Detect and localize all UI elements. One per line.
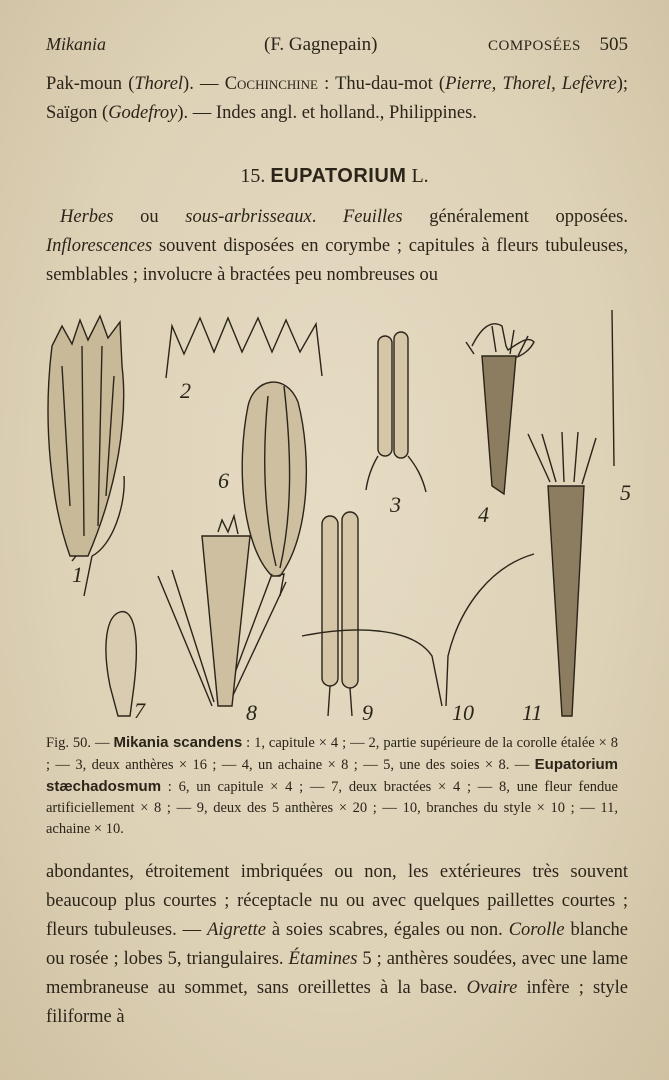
header-genus: Mikania	[46, 34, 106, 54]
text-run: Feuilles	[343, 207, 403, 227]
section-authority: L.	[411, 165, 429, 187]
text-run: Inflorescences	[46, 236, 153, 256]
figure-label-2: 2	[180, 378, 191, 403]
figure-caption	[46, 732, 618, 840]
text-run: Aigrette	[207, 920, 266, 940]
text-run: infère ; style filiforme à	[46, 978, 628, 1027]
figure-label-10: 10	[452, 700, 474, 725]
drawing-bristle	[612, 310, 614, 466]
drawing-bracts	[106, 612, 136, 716]
drawing-anthers	[366, 332, 426, 492]
text-run: ). — Indes angl. et holland., Philippines.	[177, 103, 477, 123]
caption-species: Eupatorium stæchadosmum	[46, 756, 618, 795]
text-run: Corolle	[508, 920, 565, 940]
caption-species: Mikania scandens	[113, 734, 243, 751]
figure-label-7: 7	[134, 698, 145, 723]
figure-label-6: 6	[218, 468, 229, 493]
text-run: 5 ; anthères soudées, avec une lame membraneuse au sommet, sans oreillettes à la base.	[46, 949, 628, 998]
drawing-two-anthers	[322, 512, 358, 716]
drawing-capitule	[48, 316, 124, 596]
section-heading	[0, 165, 669, 188]
drawing-achene	[466, 324, 534, 494]
figure-label-3: 3	[390, 492, 401, 517]
text-run: Étamines	[288, 949, 358, 969]
drawing-corolla	[166, 318, 322, 378]
text-run: .	[311, 207, 343, 227]
collector-names: Pierre, Thorel, Lefèvre	[445, 74, 617, 94]
text-run: : Thu-dau-mot (	[317, 74, 446, 94]
text-run: ); Saïgon (	[46, 74, 628, 123]
text-run: ou	[113, 207, 186, 227]
collector-name: Godefroy	[108, 103, 178, 123]
illustration-svg	[22, 306, 642, 726]
text-run: abondantes, étroitement imbriquées ou non, les extérieures très souvent beaucoup plus courtes ; réceptacle nu ou avec quelques paillettes courtes ; fleurs tubuleuses. —	[46, 862, 628, 940]
figure-label-5: 5	[620, 480, 631, 505]
text-run: généralement opposées.	[402, 207, 629, 227]
header-family: COMPOSÉES	[488, 38, 581, 54]
text-run: Herbes	[60, 207, 114, 227]
collector-name: Thorel	[134, 74, 184, 94]
page-number: 505	[599, 34, 628, 55]
text-run: ). —	[183, 74, 225, 94]
figure-label-1: 1	[72, 562, 83, 587]
caption-text: : 6, un capitule × 4 ; — 7, deux bractées × 4 ; — 8, une fleur fendue artificiellement × 8 ; — 9, deux des 5 anthères × 20 ; — 10, branches du style × 10 ; — 11, achaine × 10.	[46, 779, 618, 837]
figure-label-11: 11	[522, 700, 543, 725]
header-author: (F. Gagnepain)	[264, 34, 378, 55]
region-name: Cochinchine	[224, 74, 318, 94]
genus-description	[46, 203, 628, 290]
figure-label-8: 8	[246, 700, 257, 725]
caption-text: : 1, capitule × 4 ; — 2, partie supérieure de la corolle étalée × 8 ; — 3, deux anthères × 16 ; — 4, un achaine × 8 ; — 5, une des soies × 8. —	[46, 735, 619, 773]
figure-label-4: 4	[478, 502, 489, 527]
drawing-capitule-6	[242, 382, 306, 596]
section-genus: EUPATORIUM	[270, 165, 407, 187]
text-run: souvent disposées en corymbe ; capitules à fleurs tubuleuses, semblables ; involucre à bractées peu nombreuses ou	[46, 236, 628, 285]
text-run: sous-arbrisseaux	[185, 207, 312, 227]
text-run: à soies scabres, égales ou non.	[265, 920, 509, 940]
caption-figure-number: Fig. 50. —	[46, 735, 114, 751]
botanical-illustration	[22, 306, 642, 726]
text-run: Ovaire	[466, 978, 518, 998]
figure-label-9: 9	[362, 700, 373, 725]
text-run: Pak-moun (	[46, 74, 135, 94]
locality-paragraph	[46, 70, 628, 128]
drawing-achene-11	[528, 432, 596, 716]
text-run: blanche ou rosée ; lobes 5, triangulaires.	[46, 920, 628, 969]
running-header	[46, 34, 628, 60]
section-number: 15.	[240, 165, 266, 187]
description-continued	[46, 858, 628, 1032]
